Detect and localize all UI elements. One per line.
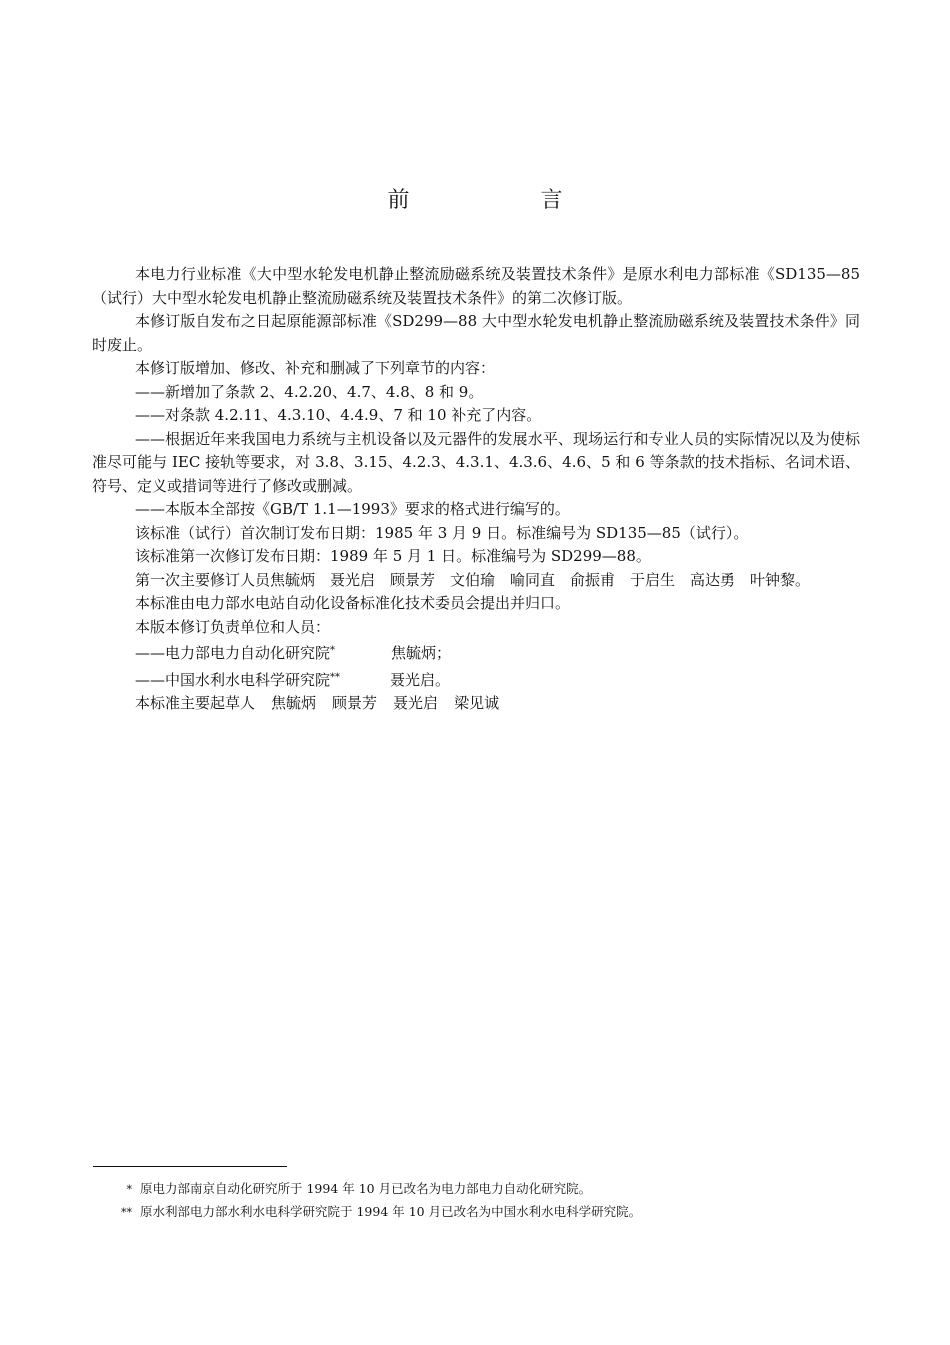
drafter-name: 焦毓炳 [271, 694, 317, 712]
footnote-item [108, 1178, 868, 1201]
footnote-text: 原水利部电力部水利水电科学研究院于 1994 年 10 月已改名为中国水利水电科学研究院。 [140, 1204, 642, 1219]
paragraph-first-revisers: 第一次主要修订人员焦毓炳 聂光启 顾景芳 文伯瑜 喻同直 俞振甫 于启生 高达勇 叶钟黎。 [135, 570, 811, 589]
paragraph-responsible-intro: 本版本修订负责单位和人员： [135, 617, 331, 636]
footnote-item [108, 1201, 868, 1224]
footnote-mark: * [330, 645, 336, 656]
drafter-name: 顾景芳 [332, 694, 378, 712]
paragraph-added-clauses: ——新增加了条款 2、4.2.20、4.7、4.8、8 和 9。 [135, 382, 484, 401]
paragraph-format: ——本版本全部按《GB/T 1.1—1993》要求的格式进行编写的。 [135, 500, 570, 518]
footnote-text: 原电力部南京自动化研究所于 1994 年 10 月已改名为电力部电力自动化研究院。 [140, 1181, 592, 1196]
responsible-person: 聂光启。 [390, 670, 451, 689]
page-title: 前 言 [387, 188, 625, 213]
paragraph-first-issue: 该标准（试行）首次制订发布日期：1985 年 3 月 9 日。标准编号为 SD135—85（试行）。 [135, 523, 749, 542]
paragraph-revision-origin: 本电力行业标准《大中型水轮发电机静止整流励磁系统及装置技术条件》是原水利电力部标准《SD135—85（试行）大中型水轮发电机静止整流励磁系统及装置技术条件》的第二次修订版。 [92, 265, 860, 307]
paragraph-modified-clauses: ——根据近年来我国电力系统与主机设备以及元器件的发展水平、现场运行和专业人员的实际情况以及为使标准尽可能与 IEC 接轨等要求，对 3.8、3.15、4.2.3、4.3.1、4.3.6、4.6、5 和 6 等条款的技术指标、名词术语、符号、定义或措词等进行了修改或删减。 [92, 429, 860, 495]
paragraph-supersedes: 本修订版自发布之日起原能源部标准《SD299—88 大中型水轮发电机静止整流励磁系统及装置技术条件》同时废止。 [92, 312, 860, 354]
responsible-unit-row [92, 639, 860, 666]
paragraph-first-revision: 该标准第一次修订发布日期：1989 年 5 月 1 日。标准编号为 SD299—88。 [135, 547, 651, 565]
paragraph-changes-intro: 本修订版增加、修改、补充和删减了下列章节的内容： [135, 359, 496, 377]
footnotes [108, 1178, 868, 1224]
footnote-mark: ** [121, 1206, 132, 1219]
footnote-mark: * [126, 1183, 132, 1196]
paragraph-supplemented-clauses: ——对条款 4.2.11、4.3.10、4.4.9、7 和 10 补充了内容。 [135, 406, 542, 424]
footnote-separator [93, 1166, 287, 1167]
responsible-unit-name: ——电力部电力自动化研究院 [135, 644, 331, 662]
footnote-mark: ** [330, 671, 341, 683]
paragraph-proposer: 本标准由电力部水电站自动化设备标准化技术委员会提出并归口。 [135, 594, 571, 612]
responsible-person: 焦毓炳； [391, 644, 452, 662]
drafters-label: 本标准主要起草人 [135, 694, 256, 712]
foreword-body [92, 263, 860, 716]
drafter-name: 梁见诚 [454, 694, 500, 712]
drafter-name: 聂光启 [393, 694, 439, 712]
responsible-unit-row [92, 666, 860, 693]
responsible-unit-name: ——中国水利水电科学研究院 [135, 670, 331, 689]
drafters-row [92, 692, 860, 716]
